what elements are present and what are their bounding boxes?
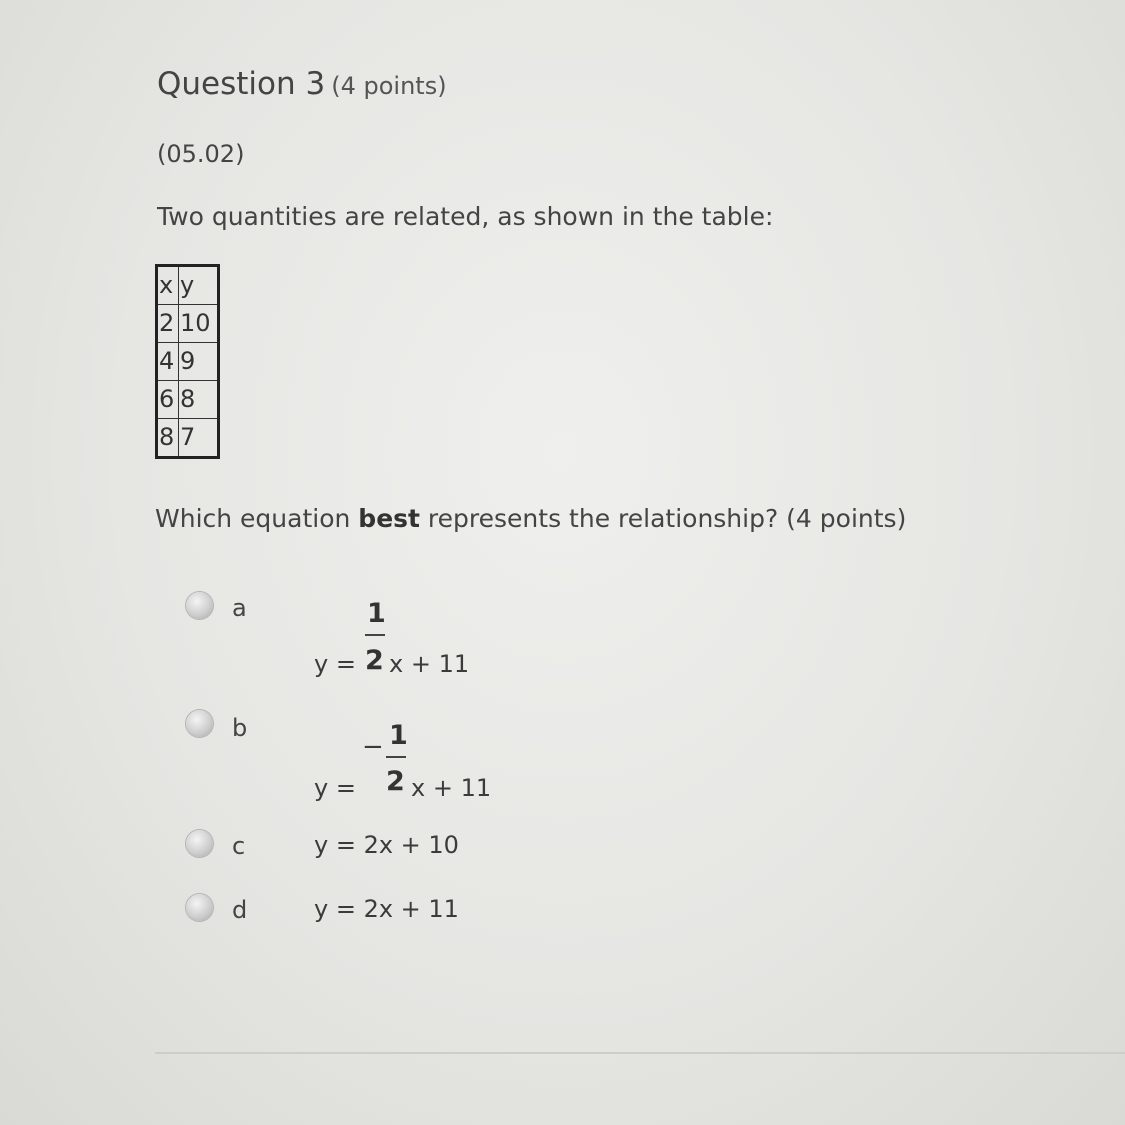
table-header-row — [157, 266, 219, 305]
equation-b-suffix: x + 11 — [411, 774, 492, 802]
question-code: (05.02) — [157, 140, 245, 168]
equation-c: y = 2x + 10 — [314, 831, 459, 859]
table-row — [157, 305, 219, 343]
equation-b-denominator: 2 — [386, 766, 405, 797]
data-table — [155, 264, 220, 459]
radio-button-c[interactable] — [186, 830, 213, 857]
question-header — [157, 66, 447, 102]
table-cell-y: 7 — [179, 419, 219, 458]
option-letter-d: d — [232, 896, 248, 924]
radio-button-b[interactable] — [186, 710, 213, 737]
equation-a-denominator: 2 — [365, 645, 384, 676]
question-ask-start: Which equation — [155, 504, 359, 533]
question-points: (4 points) — [331, 72, 447, 100]
table-row — [157, 343, 219, 381]
table-row — [157, 381, 219, 419]
equation-a-prefix: y = — [314, 650, 356, 678]
question-ask-emphasis: best — [358, 504, 420, 533]
table-cell-x: 8 — [157, 419, 179, 458]
table-header-x: x — [157, 266, 179, 305]
table-cell-y: 8 — [179, 381, 219, 419]
equation-a-suffix: x + 11 — [389, 650, 470, 678]
table-cell-x: 4 — [157, 343, 179, 381]
question-ask-end: represents the relationship? (4 points) — [419, 504, 907, 533]
question-prompt: Two quantities are related, as shown in the table: — [157, 202, 774, 231]
equation-b — [314, 716, 564, 802]
equation-b-numerator: 1 — [389, 720, 408, 751]
option-letter-a: a — [232, 594, 247, 622]
equation-a-fraction-bar — [365, 634, 385, 636]
radio-button-d[interactable] — [186, 894, 213, 921]
equation-d: y = 2x + 11 — [314, 895, 459, 923]
table-cell-x: 6 — [157, 381, 179, 419]
table-cell-y: 9 — [179, 343, 219, 381]
table-row — [157, 419, 219, 458]
question-title: Question 3 — [157, 66, 326, 102]
option-letter-b: b — [232, 714, 248, 742]
equation-b-sign: − — [362, 732, 384, 762]
radio-button-a[interactable] — [186, 592, 213, 619]
equation-b-fraction-bar — [386, 756, 406, 758]
option-letter-c: c — [232, 832, 246, 860]
equation-b-prefix: y = — [314, 774, 356, 802]
equation-a-numerator: 1 — [367, 598, 386, 629]
table-header-y: y — [179, 266, 219, 305]
equation-a — [314, 598, 564, 678]
table-cell-y: 10 — [179, 305, 219, 343]
section-divider — [155, 1052, 1125, 1054]
table-cell-x: 2 — [157, 305, 179, 343]
question-ask — [155, 504, 906, 533]
